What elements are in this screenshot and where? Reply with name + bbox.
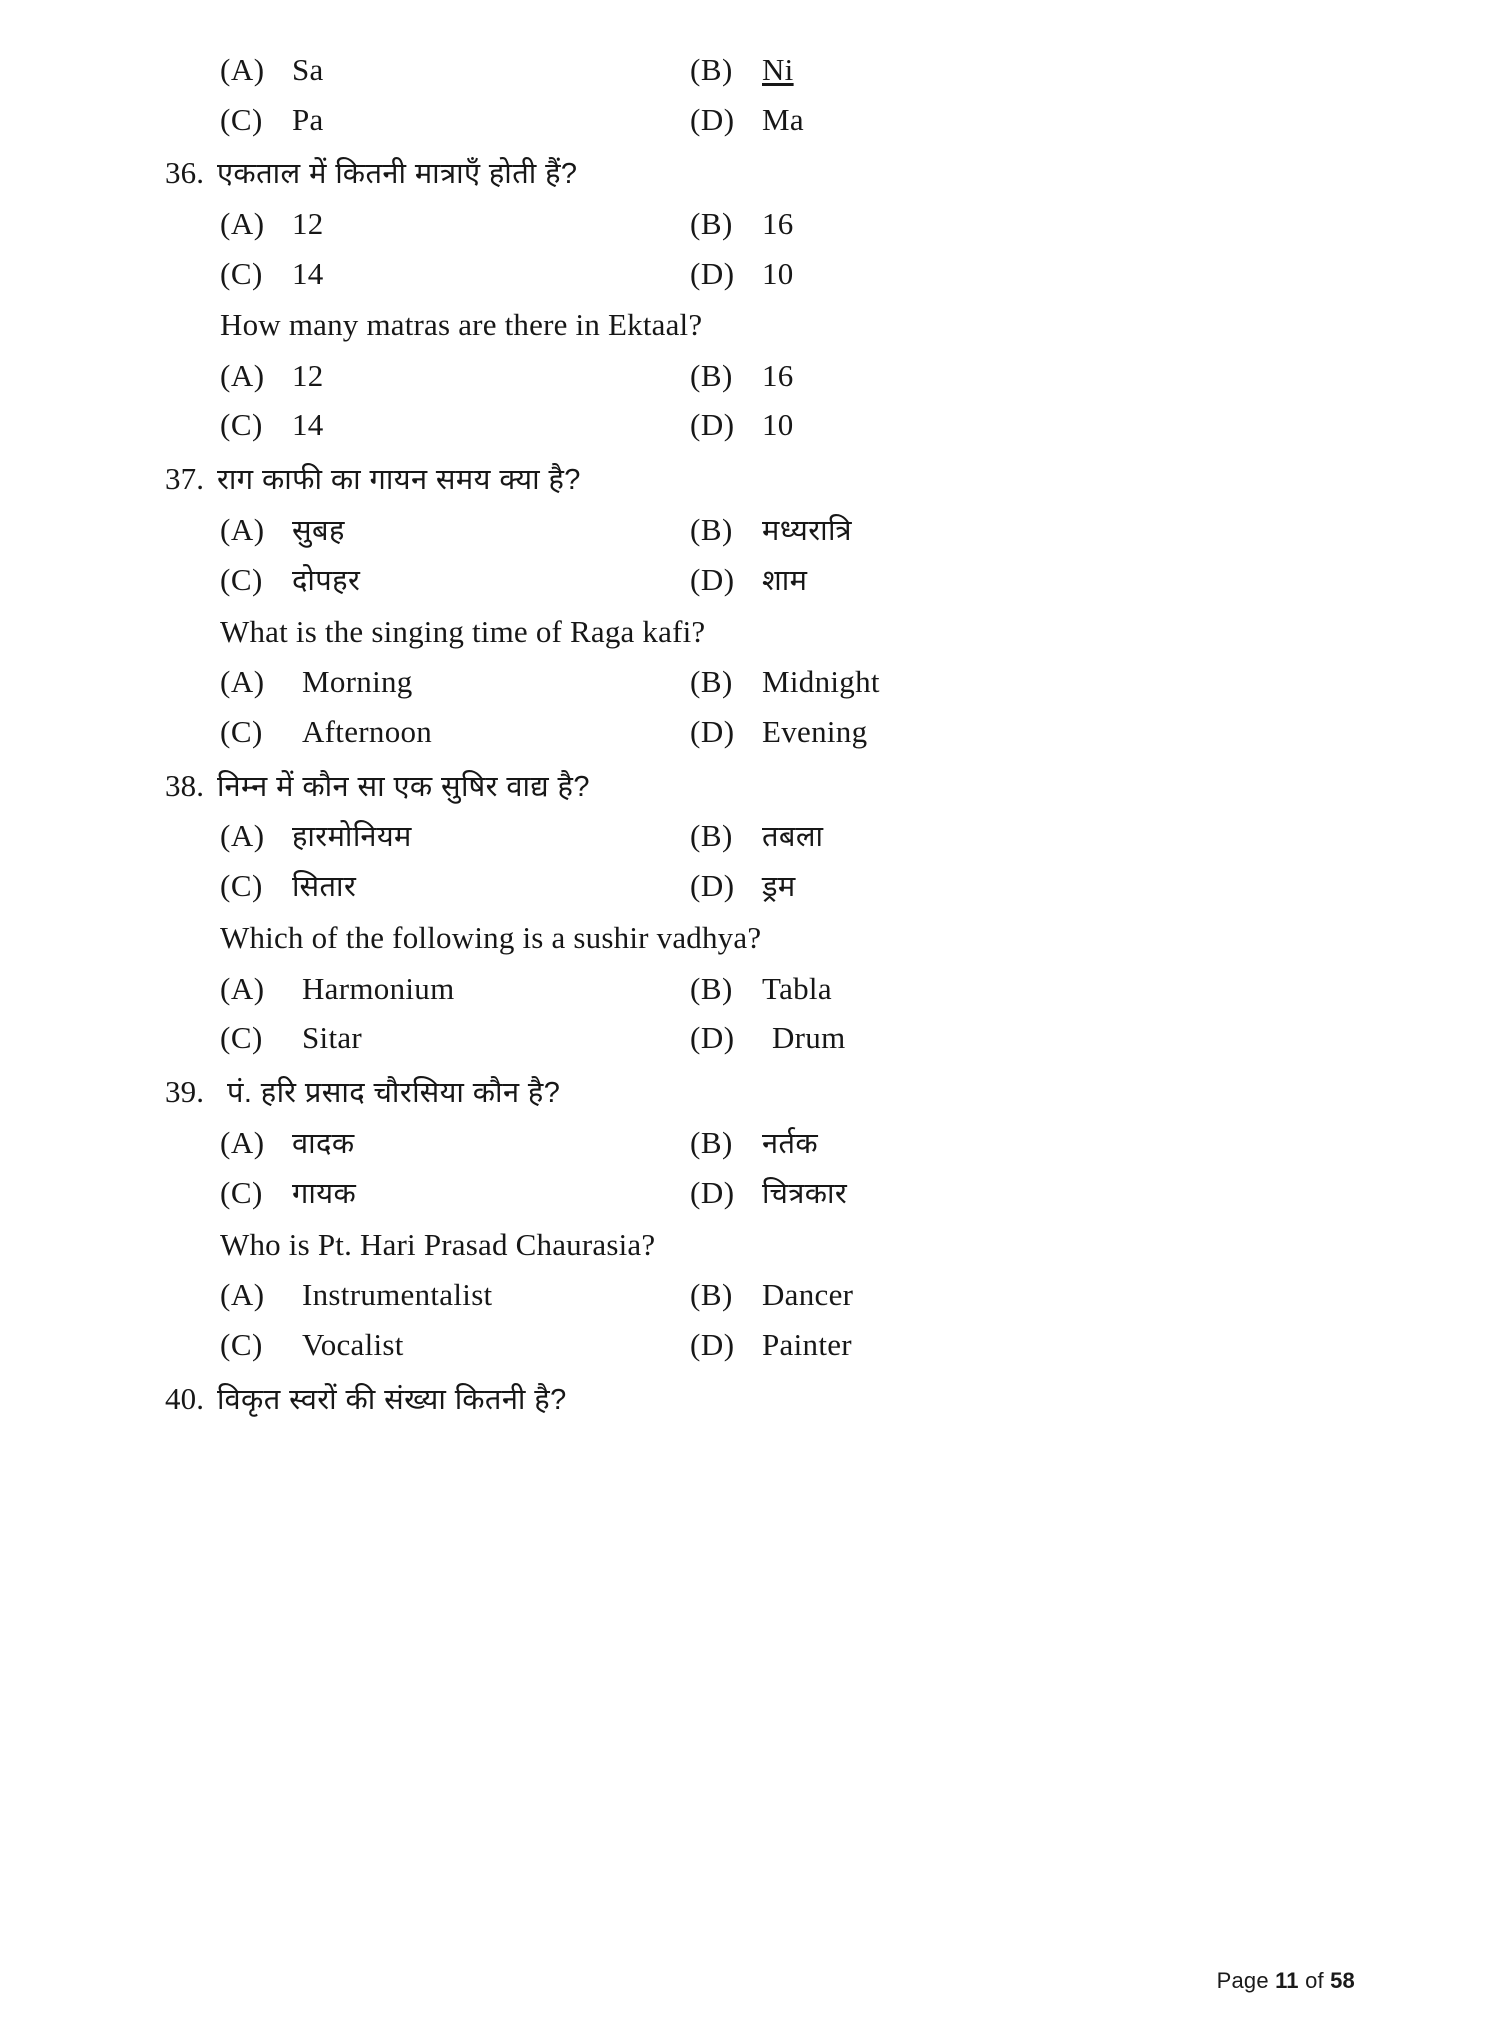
- option-d-text: 10: [762, 407, 794, 443]
- option-a-label: (A): [220, 970, 265, 1006]
- option-b-label: (B): [690, 357, 733, 393]
- option-a-text: 12: [292, 357, 324, 393]
- question-39-hindi-option-b[interactable]: [690, 1123, 1355, 1163]
- option-d-text: Painter: [762, 1326, 852, 1362]
- question-38-hindi-option-d[interactable]: [690, 866, 1355, 906]
- option-a-label: (A): [220, 206, 265, 242]
- question-36-english-option-row-2: [165, 405, 1355, 445]
- option-b-label: (B): [690, 818, 733, 854]
- option-d-text: चित्रकार: [762, 1177, 848, 1210]
- question-39-hindi-option-c[interactable]: [220, 1173, 690, 1213]
- option-c[interactable]: [220, 100, 690, 140]
- option-a-text: वादक: [292, 1127, 355, 1160]
- option-d-text: 10: [762, 255, 794, 291]
- option-c-text: दोपहर: [292, 564, 361, 597]
- option-a-text: Morning: [302, 664, 413, 700]
- question-37-english-option-b[interactable]: [690, 662, 1355, 702]
- question-36-number: 36.: [165, 155, 205, 191]
- question-37-number: 37.: [165, 461, 205, 497]
- question-38-stem-hindi-text: निम्न में कौन सा एक सुषिर वाद्य है?: [217, 770, 590, 803]
- option-row: [165, 100, 1355, 140]
- question-40: [165, 1379, 1355, 1420]
- option-b-label: (B): [690, 970, 733, 1006]
- option-c-label: (C): [220, 101, 263, 137]
- option-d-label: (D): [690, 1020, 735, 1056]
- question-37-english-option-row-1: [165, 662, 1355, 702]
- question-36-english-option-b[interactable]: [690, 356, 1355, 396]
- option-b-label: (B): [690, 206, 733, 242]
- question-38-english-option-row-2: [165, 1018, 1355, 1058]
- option-a-text: Harmonium: [302, 970, 455, 1006]
- question-36-hindi-option-a[interactable]: [220, 204, 690, 244]
- question-36-english-option-c[interactable]: [220, 405, 690, 445]
- question-36-stem-hindi-text: एकताल में कितनी मात्राएँ होती हैं?: [217, 158, 578, 191]
- option-d-label: (D): [690, 101, 735, 137]
- option-a-text: 12: [292, 206, 324, 242]
- question-38-english-option-c[interactable]: [220, 1018, 690, 1058]
- question-39-hindi-option-row-2: [165, 1173, 1355, 1213]
- question-38-english-option-d[interactable]: [690, 1018, 1355, 1058]
- question-36-hindi-option-c[interactable]: [220, 254, 690, 294]
- option-b-label: (B): [690, 664, 733, 700]
- option-c-label: (C): [220, 407, 263, 443]
- question-39-hindi-option-row-1: [165, 1123, 1355, 1163]
- question-36-hindi-option-row-2: [165, 254, 1355, 294]
- option-d[interactable]: [690, 100, 1355, 140]
- question-36-english-option-a[interactable]: [220, 356, 690, 396]
- option-d-label: (D): [690, 407, 735, 443]
- option-d-text: Ma: [762, 101, 804, 137]
- question-37-english-option-c[interactable]: [220, 712, 690, 752]
- option-a-text: Instrumentalist: [302, 1277, 493, 1313]
- option-c-label: (C): [220, 713, 263, 749]
- question-39-english-option-d[interactable]: [690, 1325, 1355, 1365]
- question-36-hindi-option-d[interactable]: [690, 254, 1355, 294]
- question-38-english-option-b[interactable]: [690, 969, 1355, 1009]
- question-36-stem-english: How many matras are there in Ektaal?: [220, 307, 703, 343]
- page-footer: [1217, 1968, 1355, 1994]
- question-38-hindi-option-row-2: [165, 866, 1355, 906]
- option-d-label: (D): [690, 1174, 735, 1210]
- question-36-stem-hindi: [165, 153, 1355, 194]
- option-a-label: (A): [220, 664, 265, 700]
- question-37-hindi-option-row-1: [165, 510, 1355, 550]
- question-37-hindi-option-b[interactable]: [690, 510, 1355, 550]
- question-39-english-option-row-1: [165, 1275, 1355, 1315]
- option-b-text: तबला: [762, 821, 824, 854]
- question-37-hindi-option-a[interactable]: [220, 510, 690, 550]
- question-38-number: 38.: [165, 767, 205, 803]
- question-40-stem-hindi: [165, 1379, 1355, 1420]
- option-b-label: (B): [690, 52, 733, 87]
- option-a-label: (A): [220, 818, 265, 854]
- footer-of-label: of: [1305, 1968, 1324, 1993]
- question-40-stem-hindi-text: विकृत स्वरों की संख्या कितनी है?: [217, 1383, 567, 1416]
- option-c-text: Afternoon: [302, 713, 433, 749]
- option-c-label: (C): [220, 1174, 263, 1210]
- question-36-hindi-option-row-1: [165, 204, 1355, 244]
- option-d-label: (D): [690, 1326, 735, 1362]
- question-37-english-option-a[interactable]: [220, 662, 690, 702]
- option-c-text: 14: [292, 255, 324, 291]
- option-b-text: Tabla: [762, 970, 832, 1006]
- option-a-text: सुबह: [292, 514, 345, 547]
- option-c-label: (C): [220, 1326, 263, 1362]
- footer-page-label: Page: [1216, 1968, 1269, 1993]
- question-37-stem-english: What is the singing time of Raga kafi?: [220, 613, 706, 649]
- option-c-label: (C): [220, 561, 263, 597]
- option-b-text: Midnight: [762, 664, 880, 700]
- option-d-text: शाम: [762, 564, 808, 597]
- question-38-stem-hindi: [165, 766, 1355, 807]
- question-36-english-option-row-1: [165, 356, 1355, 396]
- option-c-label: (C): [220, 255, 263, 291]
- option-row: [165, 50, 1355, 90]
- option-b-text: 16: [762, 206, 794, 242]
- question-38-hindi-option-b[interactable]: [690, 816, 1355, 856]
- question-37: [165, 459, 1355, 752]
- question-39-hindi-option-d[interactable]: [690, 1173, 1355, 1213]
- option-c-text: 14: [292, 407, 324, 443]
- question-38-stem-english: Which of the following is a sushir vadhya?: [220, 920, 762, 956]
- option-a-text: हारमोनियम: [292, 821, 412, 854]
- option-b-label: (B): [690, 1124, 733, 1160]
- option-a-label: (A): [220, 357, 265, 393]
- option-c-text: Vocalist: [302, 1326, 404, 1362]
- question-39-hindi-option-a[interactable]: [220, 1123, 690, 1163]
- option-a-label: (A): [220, 1124, 265, 1160]
- question-38-hindi-option-row-1: [165, 816, 1355, 856]
- question-38-english-option-a[interactable]: [220, 969, 690, 1009]
- option-a-label: (A): [220, 52, 265, 87]
- option-b[interactable]: [690, 50, 1355, 90]
- question-39: [165, 1072, 1355, 1365]
- question-37-stem-hindi-text: राग काफी का गायन समय क्या है?: [217, 464, 581, 497]
- question-39-stem-hindi: [165, 1072, 1355, 1113]
- question-39-english-option-b[interactable]: [690, 1275, 1355, 1315]
- option-b-text: Ni: [762, 52, 794, 87]
- question-37-hindi-option-c[interactable]: [220, 560, 690, 600]
- question-38-hindi-option-a[interactable]: [220, 816, 690, 856]
- option-c-label: (C): [220, 868, 263, 904]
- option-d-label: (D): [690, 561, 735, 597]
- question-36: [165, 153, 1355, 445]
- option-d-label: (D): [690, 868, 735, 904]
- option-b-text: 16: [762, 357, 794, 393]
- option-a-label: (A): [220, 511, 265, 547]
- option-b-text: Dancer: [762, 1277, 854, 1313]
- question-37-hindi-option-d[interactable]: [690, 560, 1355, 600]
- option-d-text: Evening: [762, 713, 868, 749]
- option-c-label: (C): [220, 1020, 263, 1056]
- question-39-english-option-a[interactable]: [220, 1275, 690, 1315]
- question-36-english-option-d[interactable]: [690, 405, 1355, 445]
- question-37-hindi-option-row-2: [165, 560, 1355, 600]
- option-c-text: गायक: [292, 1177, 357, 1210]
- option-d-text: Drum: [772, 1020, 846, 1056]
- question-37-english-option-row-2: [165, 712, 1355, 752]
- option-d-label: (D): [690, 713, 735, 749]
- option-d-text: ड्रम: [762, 871, 796, 904]
- question-39-stem-hindi-text: पं. हरि प्रसाद चौरसिया कौन है?: [227, 1077, 561, 1110]
- option-a[interactable]: [220, 50, 690, 90]
- option-d-label: (D): [690, 255, 735, 291]
- option-a-label: (A): [220, 1277, 265, 1313]
- question-38: [165, 766, 1355, 1059]
- question-37-english-option-d[interactable]: [690, 712, 1355, 752]
- question-38-english-option-row-1: [165, 969, 1355, 1009]
- question-36-hindi-option-b[interactable]: [690, 204, 1355, 244]
- question-38-hindi-option-c[interactable]: [220, 866, 690, 906]
- option-c-text: Pa: [292, 101, 324, 137]
- option-b-label: (B): [690, 1277, 733, 1313]
- question-39-english-option-row-2: [165, 1325, 1355, 1365]
- question-39-stem-english: Who is Pt. Hari Prasad Chaurasia?: [220, 1227, 656, 1263]
- footer-page-number: 11: [1275, 1968, 1299, 1993]
- option-b-text: मध्यरात्रि: [762, 514, 852, 547]
- question-39-english-option-c[interactable]: [220, 1325, 690, 1365]
- option-b-text: नर्तक: [762, 1127, 819, 1160]
- footer-total-pages: 58: [1330, 1968, 1355, 1993]
- question-40-number: 40.: [165, 1380, 205, 1416]
- option-a-text: Sa: [292, 52, 324, 87]
- option-c-text: Sitar: [302, 1020, 363, 1056]
- option-b-label: (B): [690, 511, 733, 547]
- question-39-number: 39.: [165, 1074, 205, 1110]
- option-c-text: सितार: [292, 871, 357, 904]
- question-37-stem-hindi: [165, 459, 1355, 500]
- carryover-options-block: [165, 50, 1355, 139]
